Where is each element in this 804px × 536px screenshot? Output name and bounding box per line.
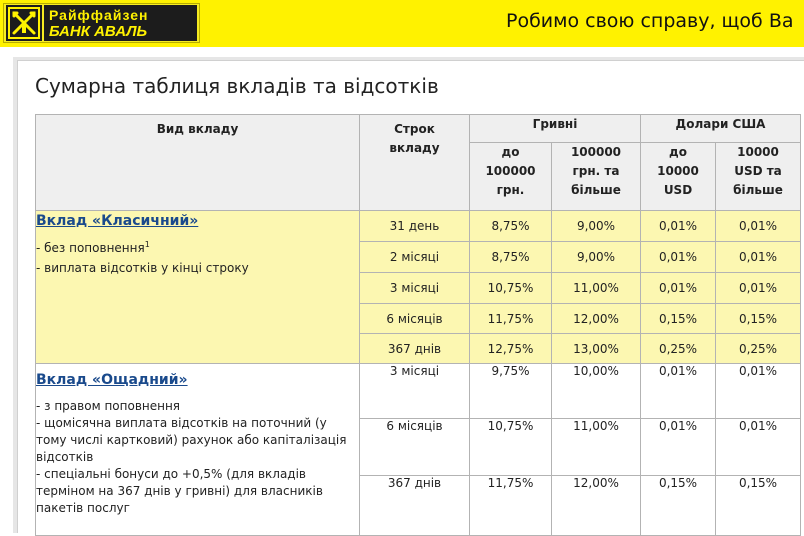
header-usd-low [641, 142, 716, 210]
rate-cell: 0,15% [641, 476, 716, 536]
description-line: - з правом поповнення [36, 399, 181, 413]
rate-cell: 0,01% [716, 273, 801, 304]
rate-cell: 0,01% [641, 419, 716, 476]
term-cell: 6 місяців [360, 419, 470, 476]
rate-cell: 0,01% [716, 419, 801, 476]
header-term-label: Строк вкладу [389, 122, 440, 155]
term-cell: 3 місяці [360, 364, 470, 419]
deposit-classic-link[interactable]: Вклад «Класичний» [36, 213, 199, 229]
header-uah-low-label: до 100000 грн. [485, 144, 536, 197]
table-row [36, 211, 801, 242]
deposit-savings-description [36, 364, 360, 536]
rate-cell: 12,00% [552, 304, 641, 334]
rate-cell: 11,00% [552, 273, 641, 304]
deposit-classic-description [36, 211, 360, 364]
rate-cell: 9,00% [552, 211, 641, 242]
logo-wordmark [44, 5, 197, 41]
header-uah: Гривні [470, 115, 641, 143]
header-usd-high-label: 10000 USD та більше [733, 144, 783, 197]
header-uah-high-label: 100000 грн. та більше [570, 144, 622, 197]
site-header [0, 0, 804, 47]
rate-cell: 10,75% [470, 419, 552, 476]
rate-cell: 0,15% [641, 304, 716, 334]
rate-cell: 12,00% [552, 476, 641, 536]
footnote-mark: 1 [144, 240, 150, 249]
slogan: Робимо свою справу, щоб Ва [506, 10, 794, 32]
rate-cell: 0,01% [641, 273, 716, 304]
header-uah-high [552, 142, 641, 210]
deposit-savings-link[interactable]: Вклад «Ощадний» [36, 372, 188, 388]
term-cell: 6 місяців [360, 304, 470, 334]
header-deposit-type: Вид вкладу [36, 115, 360, 211]
deposit-rates-table [35, 114, 801, 536]
rate-cell: 10,75% [470, 273, 552, 304]
bank-logo[interactable] [3, 3, 200, 43]
description-line-text: - без поповнення [36, 241, 145, 255]
term-cell: 367 днів [360, 476, 470, 536]
rate-cell: 0,01% [641, 242, 716, 273]
rate-cell: 9,00% [552, 242, 641, 273]
rate-cell: 0,15% [716, 476, 801, 536]
rate-cell: 8,75% [470, 242, 552, 273]
rate-cell: 0,01% [716, 211, 801, 242]
raiffeisen-gable-icon [6, 5, 42, 41]
description-line [36, 235, 359, 258]
description-line: - виплата відсотків у кінці строку [36, 261, 249, 275]
rate-cell: 9,75% [470, 364, 552, 419]
term-cell: 367 днів [360, 334, 470, 364]
header-usd-low-label: до 10000 USD [657, 144, 699, 197]
header-term [360, 115, 470, 211]
rate-cell: 13,00% [552, 334, 641, 364]
rate-cell: 0,01% [716, 364, 801, 419]
rate-cell: 11,75% [470, 304, 552, 334]
rate-cell: 0,01% [641, 364, 716, 419]
rate-cell: 11,75% [470, 476, 552, 536]
rate-cell: 8,75% [470, 211, 552, 242]
logo-line1: Райффайзен [49, 6, 149, 23]
header-usd: Долари США [641, 115, 801, 143]
rate-cell: 0,15% [716, 304, 801, 334]
rate-cell: 11,00% [552, 419, 641, 476]
description-line: - щомісячна виплата відсотків на поточний (у тому числі картковий) рахунок або капіталізація відсотків [36, 416, 347, 464]
rate-cell: 0,25% [641, 334, 716, 364]
term-cell: 3 місяці [360, 273, 470, 304]
rate-cell: 0,25% [716, 334, 801, 364]
table-row [36, 364, 801, 419]
rate-cell: 10,00% [552, 364, 641, 419]
header-uah-low [470, 142, 552, 210]
term-cell: 31 день [360, 211, 470, 242]
header-usd-high [716, 142, 801, 210]
logo-line2: БАНК АВАЛЬ [49, 22, 148, 40]
term-cell: 2 місяці [360, 242, 470, 273]
rate-cell: 0,01% [641, 211, 716, 242]
rate-cell: 12,75% [470, 334, 552, 364]
page-title: Сумарна таблиця вкладів та відсотків [35, 74, 439, 98]
rate-cell: 0,01% [716, 242, 801, 273]
description-line: - спеціальні бонуси до +0,5% (для вкладів терміном на 367 днів у гривні) для власників пакетів послуг [36, 467, 323, 515]
